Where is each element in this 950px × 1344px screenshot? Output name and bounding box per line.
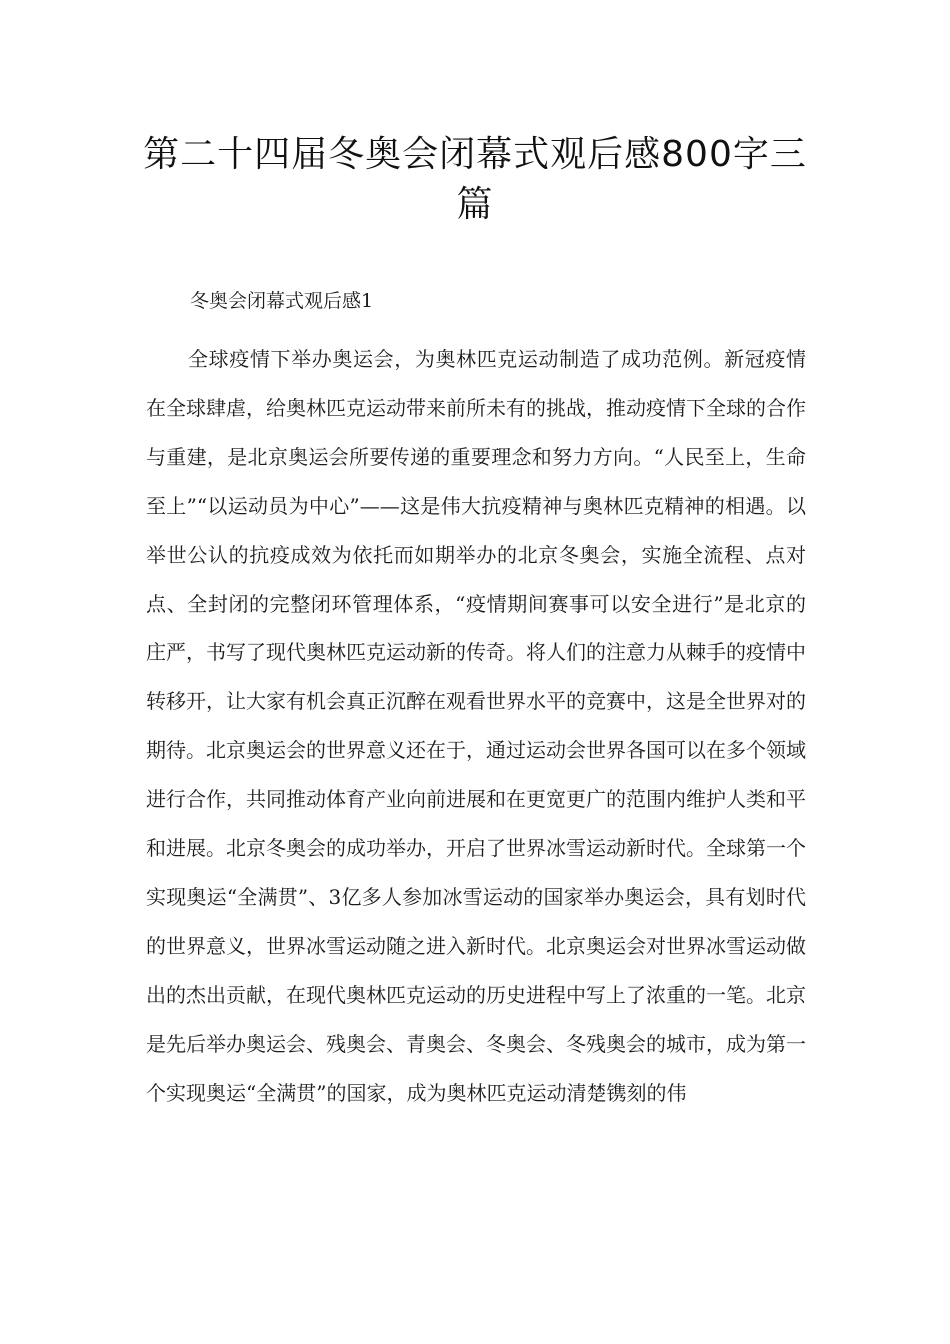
section-heading: 冬奥会闭幕式观后感1 [190,290,374,312]
document-title: 第二十四届冬奥会闭幕式观后感800字三篇 [143,134,807,225]
body-paragraph: 全球疫情下举办奥运会，为奥林匹克运动制造了成功范例。新冠疫情在全球肆虐，给奥林匹克运动带来前所未有的挑战，推动疫情下全球的合作与重建，是北京奥运会所要传递的重要理念和努力方向。“人民至上，生命至上”“以运动员为中心”——这是伟大抗疫精神与奥林匹克精神的相遇。以举世公认的抗疫成效为依托而如期举办的北京冬奥会，实施全流程、点对点、全封闭的完整闭环管理体系，“疫情期间赛事可以安全进行”是北京的庄严，书写了现代奥林匹克运动新的传奇。将人们的注意力从棘手的疫情中转移开，让大家有机会真正沉醉在观看世界水平的竞赛中，这是全世界对的期待。北京奥运会的世界意义还在于，通过运动会世界各国可以在多个领域进行合作，共同推动体育产业向前进展和在更宽更广的范围内维护人类和平和进展。北京冬奥会的成功举办，开启了世界冰雪运动新时代。全球第一个实现奥运“全满贯”、3亿多人参加冰雪运动的国家举办奥运会，具有划时代的世界意义，世界冰雪运动随之进入新时代。北京奥运会对世界冰雪运动做出的杰出贡献，在现代奥林匹克运动的历史进程中写上了浓重的一笔。北京是先后举办奥运会、残奥会、青奥会、冬奥会、冬残奥会的城市，成为第一个实现奥运“全满贯”的国家，成为奥林匹克运动清楚镌刻的伟 [146,347,806,1105]
